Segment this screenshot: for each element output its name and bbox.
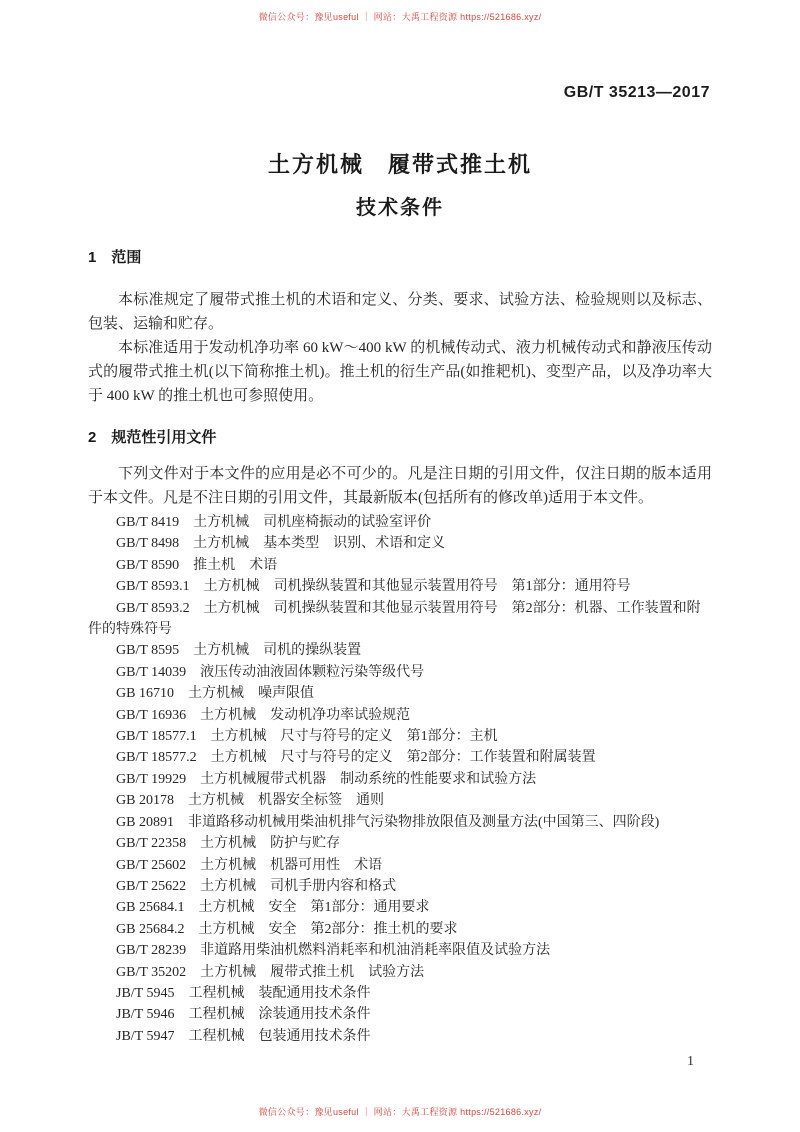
reference-item: GB 20891 非道路移动机械用柴油机排气污染物排放限值及测量方法(中国第三、四阶段) [116, 814, 660, 830]
reference-item: GB/T 8590 推土机 术语 [116, 557, 278, 573]
reference-item: JB/T 5946 工程机械 涂装通用技术条件 [116, 1007, 371, 1023]
watermark-bottom: 微信公众号：豫见useful ｜ 网站：大禹工程资源 https://521686.xyz/ [258, 1107, 542, 1117]
title-line-1: 土方机械 履带式推土机 [267, 152, 532, 177]
reference-item: GB/T 14039 液压传动油液固体颗粒污染等级代号 [116, 664, 425, 680]
reference-item: GB/T 19929 土方机械履带式机器 制动系统的性能要求和试验方法 [116, 771, 537, 787]
reference-item: GB 16710 土方机械 噪声限值 [116, 686, 314, 702]
section-1-heading: 1 范围 [88, 249, 142, 266]
reference-item: GB/T 16936 土方机械 发动机净功率试验规范 [116, 707, 411, 723]
reference-item: GB/T 8593.1 土方机械 司机操纵装置和其他显示装置用符号 第1部分：通用符号 [116, 579, 631, 595]
reference-item: GB/T 8419 土方机械 司机座椅振动的试验室评价 [116, 515, 432, 530]
reference-item: GB/T 18577.2 土方机械 尺寸与符号的定义 第2部分：工作装置和附属装置 [116, 750, 596, 766]
reference-item: GB 25684.2 土方机械 安全 第2部分：推土机的要求 [116, 921, 458, 937]
reference-item: GB 25684.1 土方机械 安全 第1部分：通用要求 [116, 900, 430, 916]
reference-item: GB/T 25622 土方机械 司机手册内容和格式 [116, 878, 397, 894]
reference-item: GB/T 8498 土方机械 基本类型 识别、术语和定义 [116, 536, 446, 552]
reference-item: GB 20178 土方机械 机器安全标签 通则 [116, 793, 384, 809]
reference-item: GB/T 28239 非道路用柴油机燃料消耗率和机油消耗率限值及试验方法 [116, 943, 551, 959]
document-body [88, 248, 712, 1047]
reference-list [88, 512, 712, 1047]
reference-item: GB/T 8593.2 土方机械 司机操纵装置和其他显示装置用符号 第2部分：机器、工作装置和附件的特殊符号 [88, 600, 701, 638]
reference-item: JB/T 5947 工程机械 包装通用技术条件 [116, 1028, 371, 1044]
reference-item: GB/T 25602 土方机械 机器可用性 术语 [116, 857, 383, 873]
reference-item: GB/T 8595 土方机械 司机的操纵装置 [116, 643, 362, 659]
reference-item: GB/T 18577.1 土方机械 尺寸与符号的定义 第1部分：主机 [116, 729, 498, 745]
section-1-paragraph-2: 本标准适用于发动机净功率 60 kW～400 kW 的机械传动式、液力机械传动式和静液压传动式的履带式推土机(以下简称推土机)。推土机的衍生产品(如推耙机)、变型产品，以及净功率大于 400 kW 的推土机也可参照使用。 [88, 340, 712, 404]
reference-item: GB/T 22358 土方机械 防护与贮存 [116, 836, 341, 852]
reference-item: JB/T 5945 工程机械 装配通用技术条件 [116, 985, 371, 1001]
document-title [0, 148, 800, 220]
section-2-intro-paragraph: 下列文件对于本文件的应用是必不可少的。凡是注日期的引用文件，仅注日期的版本适用于本文件。凡是不注日期的引用文件，其最新版本(包括所有的修改单)适用于本文件。 [88, 466, 712, 506]
reference-item: GB/T 35202 土方机械 履带式推土机 试验方法 [116, 964, 425, 980]
title-line-2: 技术条件 [356, 197, 444, 219]
section-1-paragraph-1: 本标准规定了履带式推土机的术语和定义、分类、要求、试验方法、检验规则以及标志、包装、运输和贮存。 [88, 292, 712, 332]
watermark-top: 微信公众号：豫见useful ｜ 网站：大禹工程资源 https://521686.xyz/ [258, 12, 542, 22]
section-2-heading: 2 规范性引用文件 [88, 429, 217, 446]
page-number: 1 [687, 1054, 694, 1069]
standard-number: GB/T 35213—2017 [563, 84, 710, 101]
